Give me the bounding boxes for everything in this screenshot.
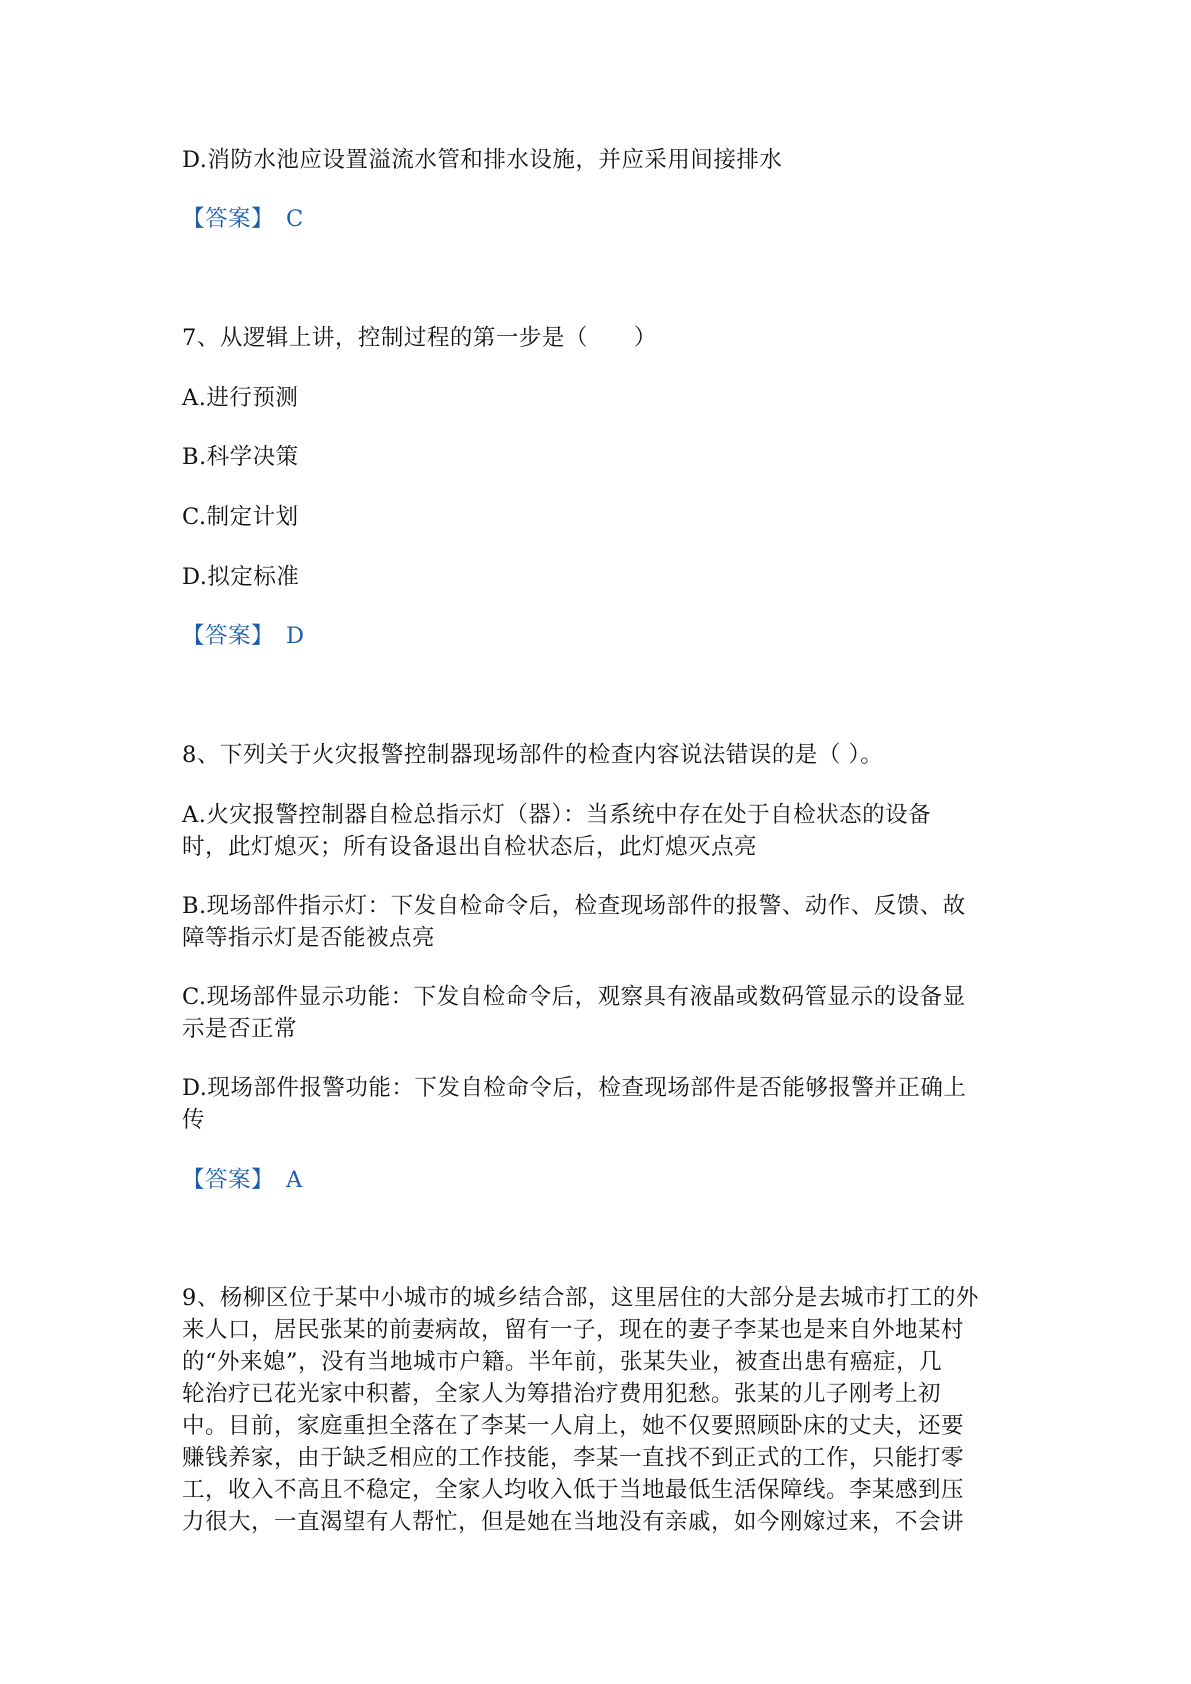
q8-option-b-line1: B.现场部件指示灯：下发自检命令后，检查现场部件的报警、动作、反馈、故	[182, 893, 966, 919]
q9-line: 赚钱养家，由于缺乏相应的工作技能，李某一直找不到正式的工作，只能打零	[182, 1445, 965, 1471]
answer-value: C	[286, 206, 304, 232]
q6-answer	[182, 203, 304, 235]
q7-option-b: B.科学决策	[182, 444, 299, 470]
q9-line: 轮治疗已花光家中积蓄，全家人为筹措治疗费用犯愁。张某的儿子刚考上初	[182, 1381, 942, 1407]
q7-question: 7、从逻辑上讲，控制过程的第一步是（ ）	[182, 325, 657, 351]
q8-option-d-line2: 传	[182, 1107, 206, 1133]
answer-label: 【答案】	[182, 206, 275, 232]
q8-option-b-line2: 障等指示灯是否能被点亮	[182, 925, 436, 951]
q9-line: 中。目前，家庭重担全落在了李某一人肩上，她不仅要照顾卧床的丈夫，还要	[182, 1413, 965, 1439]
q8-option-a-line2: 时，此灯熄灭；所有设备退出自检状态后，此灯熄灭点亮	[182, 834, 758, 860]
q6-option-d: D.消防水池应设置溢流水管和排水设施，并应采用间接排水	[182, 147, 783, 173]
q7-option-a: A.进行预测	[182, 385, 299, 411]
q8-option-d-line1: D.现场部件报警功能：下发自检命令后，检查现场部件是否能够报警并正确上	[182, 1075, 967, 1101]
answer-value: A	[286, 1167, 303, 1193]
q8-option-c-line1: C.现场部件显示功能：下发自检命令后，观察具有液晶或数码管显示的设备显	[182, 984, 966, 1010]
q9-line: 的“外来媳”，没有当地城市户籍。半年前，张某失业，被查出患有癌症，几	[182, 1349, 943, 1375]
answer-value: D	[286, 623, 305, 649]
answer-label: 【答案】	[182, 623, 275, 649]
q8-answer	[182, 1164, 303, 1196]
q7-option-c: C.制定计划	[182, 504, 299, 530]
answer-label: 【答案】	[182, 1167, 275, 1193]
q9-line: 力很大，一直渴望有人帮忙，但是她在当地没有亲戚，如今刚嫁过来，不会讲	[182, 1509, 965, 1535]
q8-question: 8、下列关于火灾报警控制器现场部件的检查内容说法错误的是（ ）。	[182, 742, 884, 768]
q9-line: 来人口，居民张某的前妻病故，留有一子，现在的妻子李某也是来自外地某村	[182, 1317, 965, 1343]
q8-option-a-line1: A.火灾报警控制器自检总指示灯（器）：当系统中存在处于自检状态的设备	[182, 802, 932, 828]
q7-option-d: D.拟定标准	[182, 564, 300, 590]
q9-line: 9、杨柳区位于某中小城市的城乡结合部，这里居住的大部分是去城市打工的外	[182, 1285, 979, 1311]
q7-answer	[182, 620, 305, 652]
q8-option-c-line2: 示是否正常	[182, 1016, 298, 1042]
q9-line: 工，收入不高且不稳定，全家人均收入低于当地最低生活保障线。李某感到压	[182, 1477, 965, 1503]
